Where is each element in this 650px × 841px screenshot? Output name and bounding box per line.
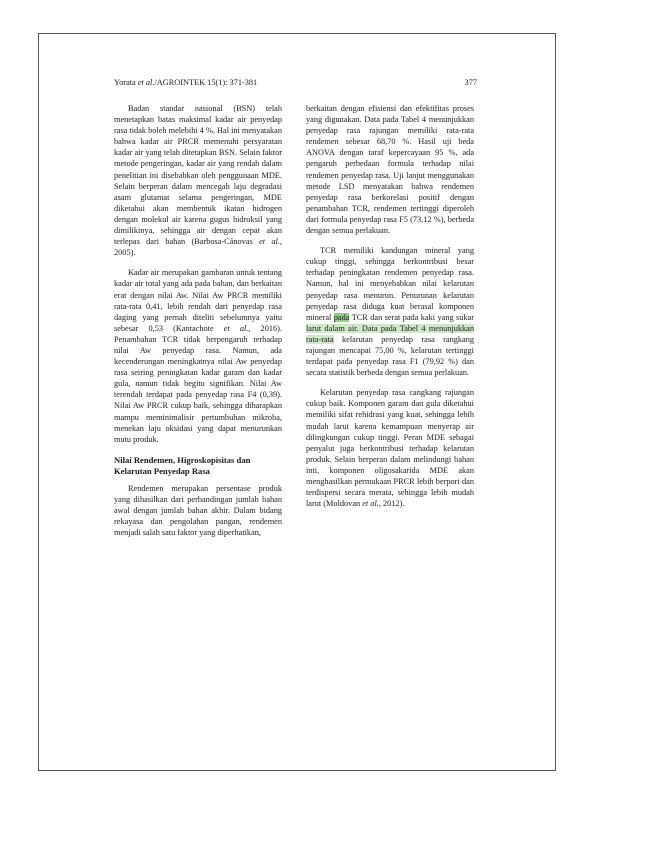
citation-year: , 2005). — [114, 237, 282, 258]
paragraph-bsn-moisture — [114, 103, 282, 258]
paragraph-text-end: kelarutan penyedap rasa rangkang rajungan mencapai 75,00 %, kelarutan tertinggi terdapat pada penyedap rasa F1 (79,92 %) dan secara statistik berbeda dengan semua perlakuan. — [306, 334, 474, 378]
paragraph-yield: Rendemen merupakan persentase produk yang dihasilkan dari perbandingan jumlah bahan awal dengan jumlah bahan akhir. Dalam bidang rekayasa dan pengolahan pangan, rendemen menjadi salah satu faktor yang diperhatikan, — [114, 483, 282, 538]
et-al: et al. — [259, 237, 280, 247]
header-et-al: et al. — [137, 78, 155, 87]
citation-year: , 2012). — [378, 499, 405, 509]
paragraph-solubility — [306, 387, 474, 509]
running-header — [114, 78, 477, 92]
cursor-highlight: pada — [333, 312, 350, 322]
selected-text-highlight[interactable]: larut dalam air. Data pada Tabel 4 menunjukkan rata-rata — [306, 323, 474, 344]
left-column — [114, 103, 282, 547]
paragraph-text: Kadar air merupakan gambaran untuk tentang kadar air total yang ada pada bahan, dan berkaitan erat dengan nilai Aw. Nilai Aw PRCR memiliki rata-rata 0,41, lebih rendah dari penyedap rasa daging yang pernah diteliti sebelumnya yaitu sebesar 0,53 (Kantachote — [114, 268, 282, 333]
header-journal: /AGROINTEK 15(1): 371-381 — [154, 78, 258, 87]
paragraph-water-activity — [114, 267, 282, 445]
paragraph-text-cont: TCR dan serat pada kaki yang sukar — [349, 312, 474, 322]
header-citation — [114, 78, 257, 87]
paragraph-text: Kelarutan penyedap rasa cangkang rajungan cukup baik. Komponen garam dan gula diketahui memiliki sifat rehidrasi yang kuat, sehingga lebih mudah larut karena kemampuan menyerap air dilingkungan cukup tinggi. Peran MDE sebagai penyalut juga berkontribusi terhadap kelarutan produk. Selain berperan dalam melindungi bahan inti, komponen oligosakarida MDE akan menghasilkan permukaan PRCR lebih berpori dan terdispersi secara merata, sehingga lebih mudah larut (Moldovan — [306, 388, 474, 509]
right-column — [306, 103, 474, 518]
header-authors: Yorata — [114, 78, 138, 87]
page-number: 377 — [464, 78, 477, 87]
paragraph-yield-cont: berkaitan dengan efisiensi dan efektifitas proses yang digunakan. Data pada Tabel 4 menunjukkan penyedap rasa rajungan memiliki rata-rata rendemen sebesar 68,70 %. Hasil uji beda ANOVA dengan taraf kepercayaan 95 %, ada pengaruh perbedaan formula terhadap nilai rendemen penyedap rasa. Uji lanjut menggunakan metode LSD menyatakan bahwa rendemen penyedap rasa berkorelasi positif dengan penambahan TCR, rendemen tertinggi diperoleh dari formula penyedap rasa F5 (73,12 %), berbeda dengan semua perlakuan. — [306, 104, 474, 236]
paragraph-text-cont: , 2016). Penambahan TCR tidak berpengaruh terhadap nilai Aw penyedap rasa. Namun, ada kecenderungan meningkatnya nilai Aw penyedap rasa seiring peningkatan kadar garam dan kadar gula, namun tidak begitu signifikan. Nilai Aw terendah terdapat pada penyedap rasa F4 (0,39). Nilai Aw PRCR cukup baik, sehingga diharapkan mampu meminimalisir pertumbuhan mikroba, menekan laju oksidasi yang dapat menurunkan mutu produk. — [114, 323, 282, 444]
et-al: et al. — [362, 499, 379, 509]
paragraph-tcr-mineral — [306, 245, 474, 378]
paragraph-text: TCR memiliki kandungan mineral yang cukup tinggi, sehingga berkontribusi besar terhadap peningkatan rendemen penyedap rasa. Namun, hal ini menyebabkan nilai kelarutan penyedap rasa menurun. Penurunan kelarutan penyedap rasa diduga kuat berasal komponen mineral — [306, 246, 474, 322]
paragraph-text: Badan standar nasional (BSN) telah menetapkan batas maksimal kadar air penyedap rasa tidak boleh melebihi 4 %. Hal ini menyatakan bahwa kadar air PRCR memenuhi persyaratan kadar air yang telah ditetapkan BSN. Selain faktor metode pengeringan, kadar air yang rendah dalam penelitian ini disebabkan oleh penggunaan MDE. Selain berperan dalam mencegah laju degradasi asam glutamat selama pengeringan, MDE diketahui akan membentuk ikatan hidrogen dengan molekul air karena gugus hidroksil yang dimilikinya, sehingga air dengan cepat akan terlepas dari bahan (Barbosa-Cánovas — [114, 104, 282, 247]
et-al: et al. — [223, 323, 249, 333]
section-heading: Nilai Rendemen, Higroskopisitas dan Kelarutan Penyedap Rasa — [114, 454, 251, 476]
